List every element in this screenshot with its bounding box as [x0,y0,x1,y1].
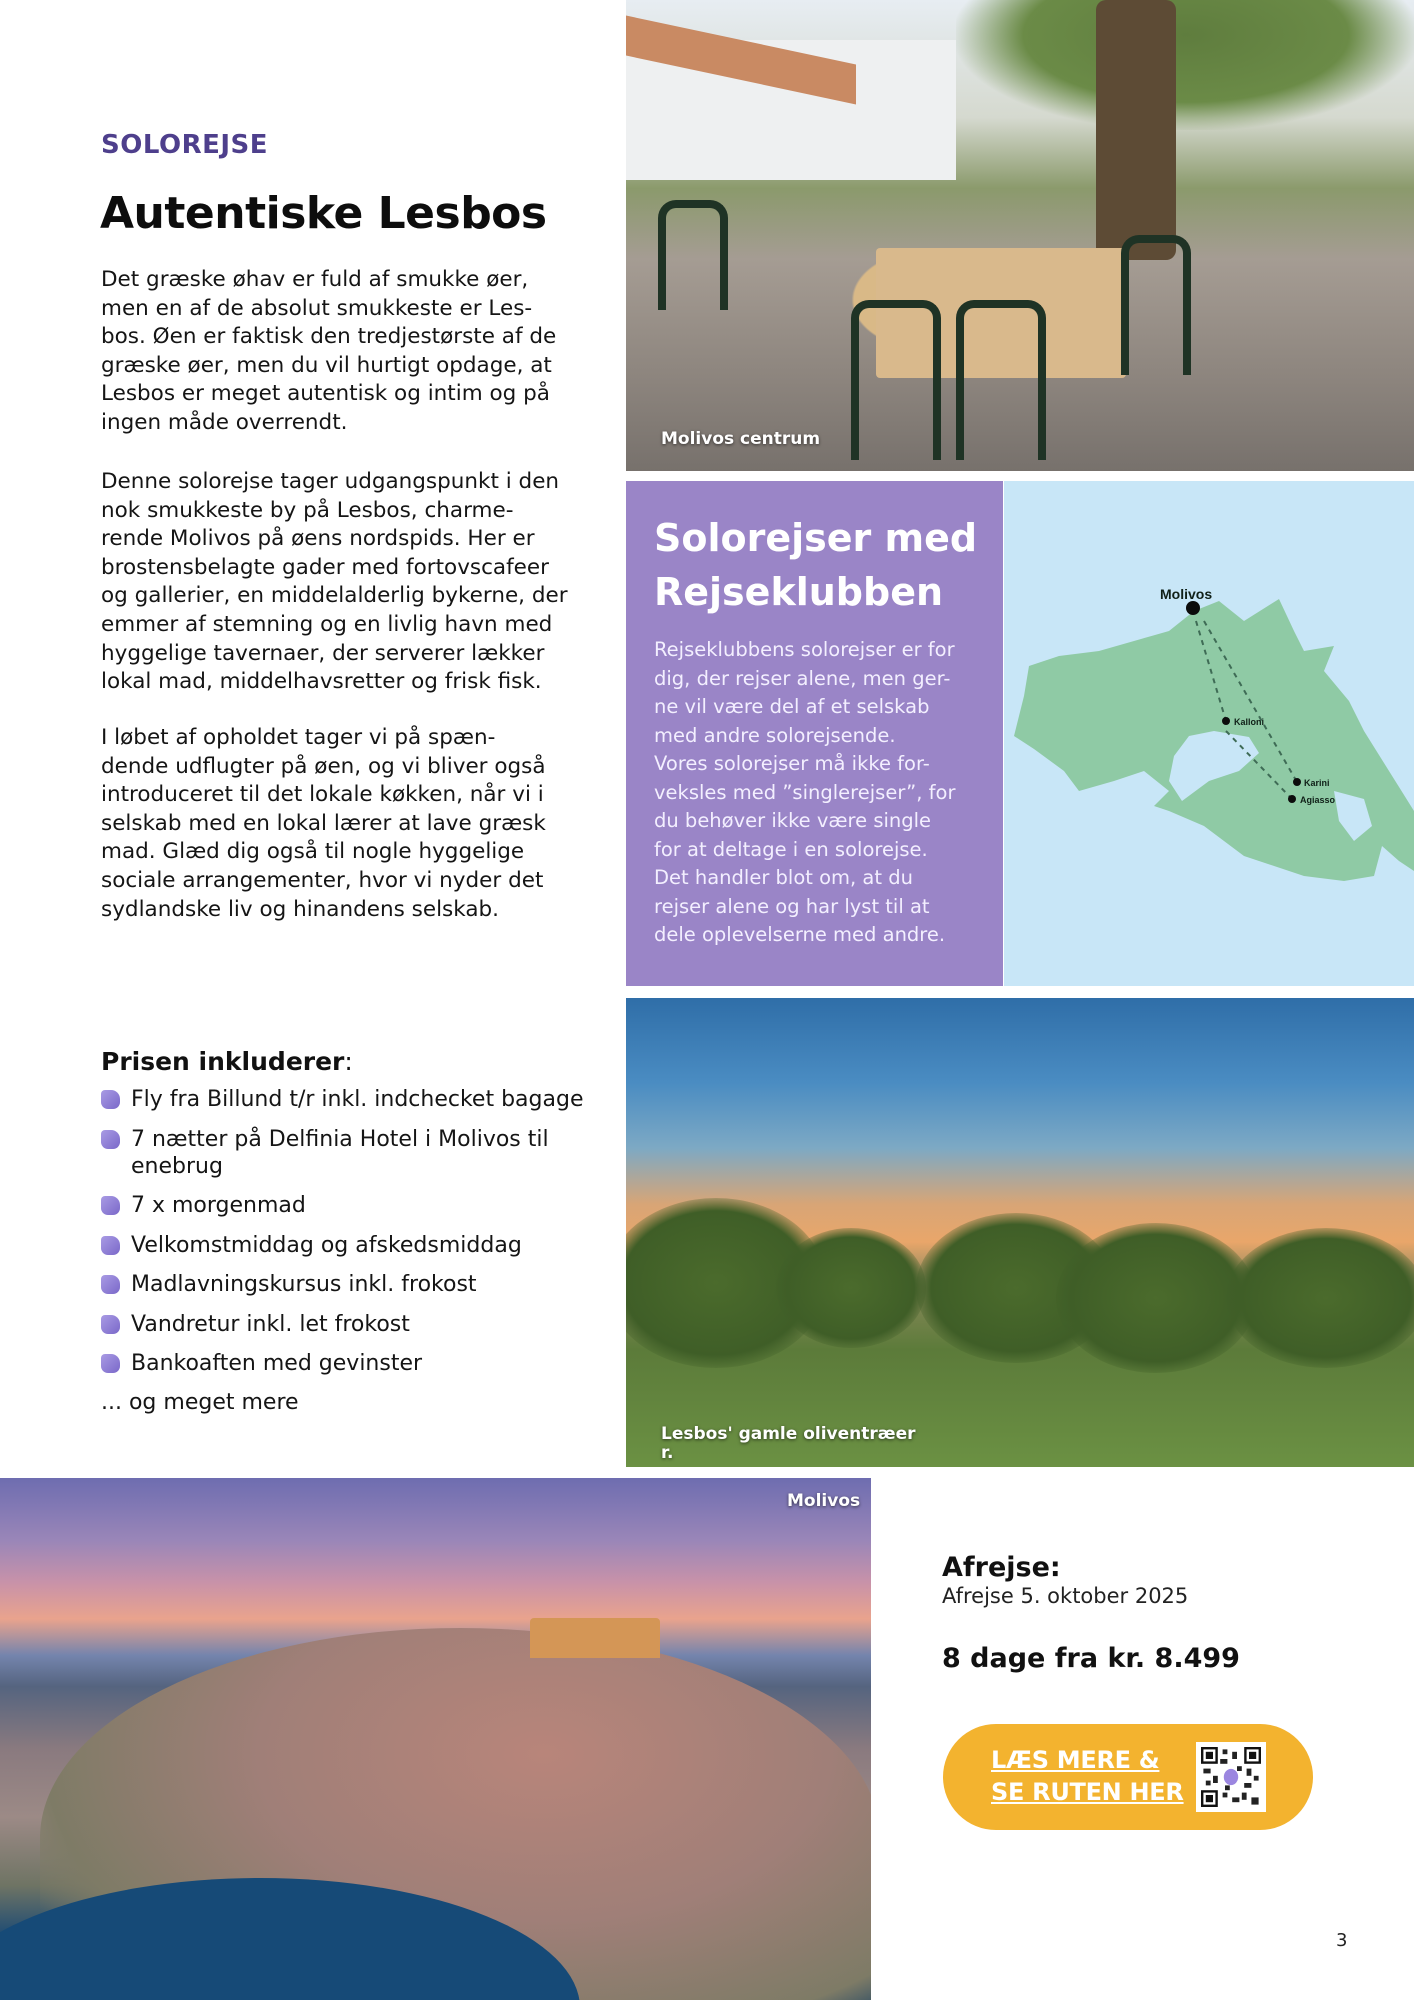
photo-olive-tree-shape [1226,1228,1414,1368]
purple-bullet-icon [101,1196,120,1215]
photo-tree-trunk-shape [1096,0,1176,260]
list-item: Vandretur inkl. let frokost [101,1311,601,1338]
solo-travel-panel [626,481,1003,986]
list-item: Bankoaften med gevinster [101,1350,601,1377]
page-number: 3 [1336,1930,1348,1951]
photo-caption: Molivos centrum [661,429,821,449]
photo-chair-shape [1121,235,1191,375]
panel-title: Solorejser med Rejseklubben [654,516,978,614]
photo-tree-canopy-shape [956,0,1414,130]
list-item: Fly fra Billund t/r inkl. indchecket bagage [101,1086,601,1113]
purple-bullet-icon [101,1354,120,1373]
molivos-town-photo [0,1478,871,2000]
photo-chair-shape [956,300,1046,460]
kalloni-marker-icon [1222,717,1230,725]
karini-marker-icon [1293,778,1301,786]
panel-body: Rejseklubbens solorejser er for dig, der rejser alene, men ger- ne vil være del af et selskab med andre solorejsende. Vores solorejser må ikke for- veksles med ”singlerejser”, for du behøver ikke være single for at deltage i en solorejse. Det handler blot om, at du rejser alene og har lyst til at dele oplevelserne med andre. [654,638,956,946]
price-text: 8 dage fra kr. 8.499 [942,1643,1240,1674]
purple-bullet-icon [101,1236,120,1255]
more-text: ... og meget mere [101,1390,299,1415]
lesbos-route-map [1004,481,1414,986]
page-title: Autentiske Lesbos [100,188,547,239]
map-label-agiasso: Agiasso [1300,795,1336,805]
purple-bullet-icon [101,1275,120,1294]
departure-heading: Afrejse: [942,1552,1061,1583]
agiasso-marker-icon [1288,795,1296,803]
includes-heading: Prisen inkluderer: [101,1047,353,1076]
kicker-label: SOLOREJSE [101,130,269,160]
list-item: Velkomstmiddag og afskedsmiddag [101,1232,601,1259]
qr-code-icon[interactable] [1196,1742,1266,1812]
intro-paragraph: Det græske øhav er fuld af smukke øer, men en af de absolut smukkeste er Les- bos. Øen er faktisk den tredjestørste af de græske øer, men du vil hurtigt opdage, at Lesbos er meget autentisk og intim og på ingen måde overrendt. [101,267,557,435]
photo-chair-shape [851,300,941,460]
purple-bullet-icon [101,1090,120,1109]
map-label-molivos: Molivos [1160,586,1213,602]
excursions-paragraph: I løbet af opholdet tager vi på spæn- dende udflugter på øen, og vi bliver også introduceret til det lokale køkken, når vi i selskab med en lokal lærer at lave græsk mad. Glæd dig også til nogle hyggelige sociale arrangementer, hvor vi nyder det sydlandske liv og hinandens selskab. [101,725,546,922]
purple-bullet-icon [101,1315,120,1334]
map-label-kalloni: Kalloni [1234,717,1265,727]
list-item: 7 x morgenmad [101,1192,601,1219]
molivos-marker-icon [1186,601,1200,615]
photo-chair-shape [658,200,728,310]
map-label-karini: Karini [1304,778,1330,788]
list-item: Madlavningskursus inkl. frokost [101,1271,601,1298]
includes-list [101,1086,601,1390]
photo-caption: Molivos [787,1491,861,1511]
photo-castle-shape [530,1618,660,1658]
purple-bullet-icon [101,1130,120,1149]
map-graphic [1004,481,1414,986]
molivos-paragraph: Denne solorejse tager udgangspunkt i den nok smukkeste by på Lesbos, charme- rende Molivos på øens nordspids. Her er brostensbelagte gader med fortovscafeer og gallerier, en middelalderlig bykerne, der emmer af stemning og en livlig havn med hyggelige tavernaer, der serverer lækker lokal mad, middelhavsretter og frisk fisk. [101,469,568,695]
read-more-label[interactable]: LÆS MERE & SE RUTEN HER [991,1746,1184,1806]
departure-date: Afrejse 5. oktober 2025 [942,1584,1189,1608]
list-item: 7 nætter på Delfinia Hotel i Molivos til enebrug [101,1126,601,1180]
qr-code-graphic [1201,1747,1261,1807]
photo-caption: Lesbos' gamle oliventræer r. [661,1424,916,1463]
read-more-button[interactable] [943,1724,1313,1830]
olive-trees-photo [626,998,1414,1467]
photo-olive-tree-shape [776,1228,926,1348]
cafe-photo [626,0,1414,471]
